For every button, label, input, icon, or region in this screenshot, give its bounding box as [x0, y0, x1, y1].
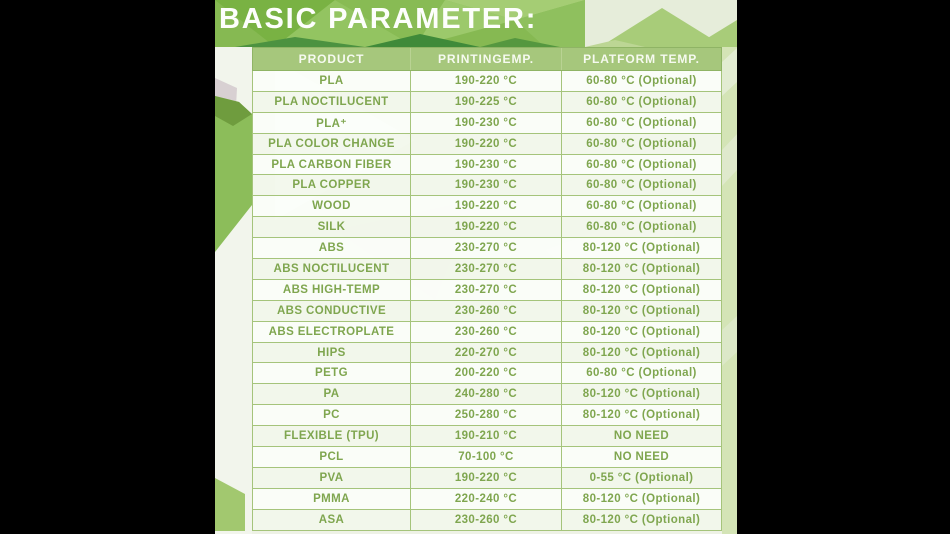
product-cell: FLEXIBLE (TPU): [283, 430, 380, 443]
product-cell: ABS: [318, 242, 345, 255]
table-row: [252, 322, 722, 343]
product-cell: PC: [323, 409, 340, 422]
table-row: [252, 384, 722, 405]
table-row: [252, 468, 722, 489]
printing-temp-cell: 230-270 °C: [410, 259, 561, 279]
table-row: [252, 489, 722, 510]
table-row: [252, 259, 722, 280]
printing-temp-cell: 250-280 °C: [410, 405, 561, 425]
platform-temp-cell: NO NEED: [561, 426, 721, 446]
header-printing-temp: PRINTINGEMP.: [410, 48, 561, 70]
platform-temp-cell: 60-80 °C (Optional): [561, 217, 721, 237]
platform-temp-cell: 60-80 °C (Optional): [561, 71, 721, 91]
printing-temp-cell: 190-210 °C: [410, 426, 561, 446]
platform-temp-cell: 80-120 °C (Optional): [561, 238, 721, 258]
table-row: [252, 217, 722, 238]
platform-temp-cell: 80-120 °C (Optional): [561, 259, 721, 279]
table-row: [252, 363, 722, 384]
printing-temp-cell: 230-260 °C: [410, 510, 561, 530]
platform-temp-cell: 80-120 °C (Optional): [561, 405, 721, 425]
platform-temp-cell: 80-120 °C (Optional): [561, 301, 721, 321]
table-row: [252, 238, 722, 259]
platform-temp-cell: 60-80 °C (Optional): [561, 363, 721, 383]
product-cell: PLA NOCTILUCENT: [274, 95, 389, 108]
printing-temp-cell: 230-260 °C: [410, 301, 561, 321]
table-row: [252, 301, 722, 322]
content-area: [215, 0, 737, 534]
platform-temp-cell: 80-120 °C (Optional): [561, 322, 721, 342]
platform-temp-cell: 60-80 °C (Optional): [561, 92, 721, 112]
product-cell: ASA: [318, 513, 345, 526]
platform-temp-cell: NO NEED: [561, 447, 721, 467]
right-strip-polygons: [722, 47, 737, 534]
platform-temp-cell: 60-80 °C (Optional): [561, 113, 721, 133]
platform-temp-cell: 80-120 °C (Optional): [561, 343, 721, 363]
product-cell: PETG: [315, 367, 348, 380]
table-row: [252, 113, 722, 134]
printing-temp-cell: 200-220 °C: [410, 363, 561, 383]
product-cell: PVA: [319, 471, 344, 484]
table-row: [252, 426, 722, 447]
printing-temp-cell: 240-280 °C: [410, 384, 561, 404]
header-platform-temp: PLATFORM TEMP.: [561, 48, 721, 70]
product-cell: PCL: [319, 450, 344, 463]
printing-temp-cell: 190-220 °C: [410, 134, 561, 154]
table-header-row: [252, 47, 722, 71]
product-cell: ABS NOCTILUCENT: [273, 262, 390, 275]
product-cell: PA: [323, 388, 340, 401]
printing-temp-cell: 70-100 °C: [410, 447, 561, 467]
table-row: [252, 405, 722, 426]
printing-temp-cell: 190-220 °C: [410, 468, 561, 488]
table-row: [252, 155, 722, 176]
table-row: [252, 447, 722, 468]
table-row: [252, 71, 722, 92]
table-row: [252, 92, 722, 113]
product-cell: WOOD: [312, 200, 351, 213]
printing-temp-cell: 230-260 °C: [410, 322, 561, 342]
platform-temp-cell: 80-120 °C (Optional): [561, 510, 721, 530]
table-row: [252, 175, 722, 196]
table-row: [252, 134, 722, 155]
printing-temp-cell: 190-220 °C: [410, 71, 561, 91]
platform-temp-cell: 60-80 °C (Optional): [561, 155, 721, 175]
product-cell: SILK: [317, 221, 346, 234]
printing-temp-cell: 190-230 °C: [410, 113, 561, 133]
product-cell: PLA: [319, 74, 344, 87]
printing-temp-cell: 190-220 °C: [410, 196, 561, 216]
platform-temp-cell: 80-120 °C (Optional): [561, 280, 721, 300]
page-title: BASIC PARAMETER:: [219, 3, 538, 35]
printing-temp-cell: 190-220 °C: [410, 217, 561, 237]
top-right-peaks: [585, 0, 737, 47]
table-row: [252, 343, 722, 364]
table-row: [252, 196, 722, 217]
table-row: [252, 510, 722, 531]
right-black-bar: [737, 0, 950, 534]
platform-temp-cell: 60-80 °C (Optional): [561, 134, 721, 154]
platform-temp-cell: 0-55 °C (Optional): [561, 468, 721, 488]
table-row: [252, 280, 722, 301]
platform-temp-cell: 80-120 °C (Optional): [561, 489, 721, 509]
printing-temp-cell: 230-270 °C: [410, 280, 561, 300]
left-black-bar: [0, 0, 215, 534]
printing-temp-cell: 230-270 °C: [410, 238, 561, 258]
parameter-table: [252, 47, 722, 531]
product-cell: ABS ELECTROPLATE: [268, 325, 395, 338]
printing-temp-cell: 190-230 °C: [410, 175, 561, 195]
product-cell: HIPS: [317, 346, 346, 359]
platform-temp-cell: 60-80 °C (Optional): [561, 175, 721, 195]
product-cell: PLA⁺: [316, 117, 347, 130]
header-product: PRODUCT: [298, 52, 365, 66]
product-cell: PLA COPPER: [292, 179, 371, 192]
product-cell: PMMA: [313, 492, 350, 505]
product-cell: PLA COLOR CHANGE: [268, 137, 395, 150]
printing-temp-cell: 190-230 °C: [410, 155, 561, 175]
product-cell: ABS CONDUCTIVE: [276, 304, 387, 317]
platform-temp-cell: 60-80 °C (Optional): [561, 196, 721, 216]
printing-temp-cell: 220-240 °C: [410, 489, 561, 509]
table-body: [252, 71, 722, 531]
product-cell: ABS HIGH-TEMP: [282, 283, 381, 296]
printing-temp-cell: 220-270 °C: [410, 343, 561, 363]
platform-temp-cell: 80-120 °C (Optional): [561, 384, 721, 404]
printing-temp-cell: 190-225 °C: [410, 92, 561, 112]
product-cell: PLA CARBON FIBER: [271, 158, 392, 171]
left-margin-polygons: [215, 47, 252, 534]
